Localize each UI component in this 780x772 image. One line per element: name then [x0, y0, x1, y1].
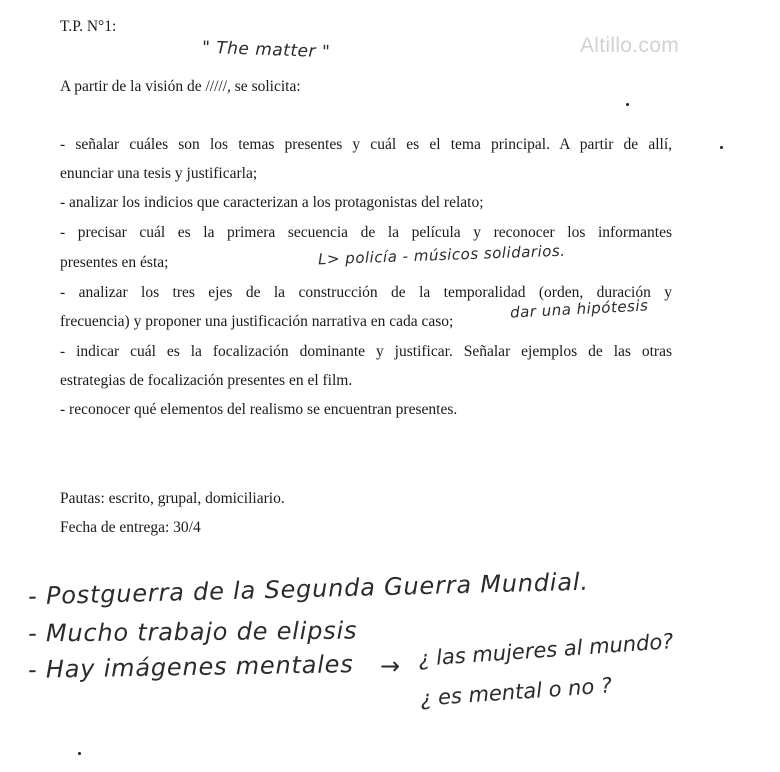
handwritten-title: " The matter ": [201, 37, 331, 63]
handwritten-note-mental-images: - Hay imágenes mentales: [27, 650, 354, 684]
task-item-realism: - reconocer qué elementos del realismo se encuentran presentes.: [60, 401, 458, 418]
watermark: Altillo.com: [580, 34, 679, 57]
scan-speck: [78, 752, 81, 755]
task-item-focalization-cont: estrategias de focalización presentes en el film.: [60, 372, 353, 389]
scan-speck: [720, 146, 723, 149]
task-item-themes-cont: enunciar una tesis y justificarla;: [60, 165, 258, 182]
handwritten-note-ellipsis: - Mucho trabajo de elipsis: [27, 616, 358, 648]
handwritten-arrow-icon: →: [380, 652, 401, 680]
handwritten-note-informants: L> policía - músicos solidarios.: [317, 241, 566, 269]
handwritten-note-postwar: - Postguerra de la Segunda Guerra Mundial.: [27, 567, 590, 611]
task-item-temporality: - analizar los tres ejes de la construcción de la temporalidad (orden, duración y: [60, 284, 672, 301]
task-item-clues: - analizar los indicios que caracterizan a los protagonistas del relato;: [60, 194, 484, 211]
handwritten-question-mental: ¿ es mental o no ?: [419, 673, 613, 711]
guidelines-line: Pautas: escrito, grupal, domiciliario.: [60, 490, 285, 507]
intro-line: A partir de la visión de /////, se solicita:: [60, 78, 301, 95]
handwritten-note-hypothesis: dar una hipótesis: [509, 296, 649, 322]
task-item-sequence: - precisar cuál es la primera secuencia de la película y reconocer los informantes: [60, 224, 672, 241]
task-item-temporality-cont: frecuencia) y proponer una justificación narrativa en cada caso;: [60, 313, 454, 330]
doc-heading: T.P. N°1:: [60, 18, 117, 35]
due-date-line: Fecha de entrega: 30/4: [60, 519, 201, 536]
handwritten-question-women: ¿ las mujeres al mundo?: [417, 629, 675, 671]
task-item-focalization: - indicar cuál es la focalización dominante y justificar. Señalar ejemplos de las otras: [60, 343, 672, 360]
scan-speck: [626, 103, 629, 106]
task-item-themes: - señalar cuáles son los temas presentes y cuál es el tema principal. A partir de allí,: [60, 136, 672, 153]
task-item-sequence-cont: presentes en ésta;: [60, 254, 169, 271]
